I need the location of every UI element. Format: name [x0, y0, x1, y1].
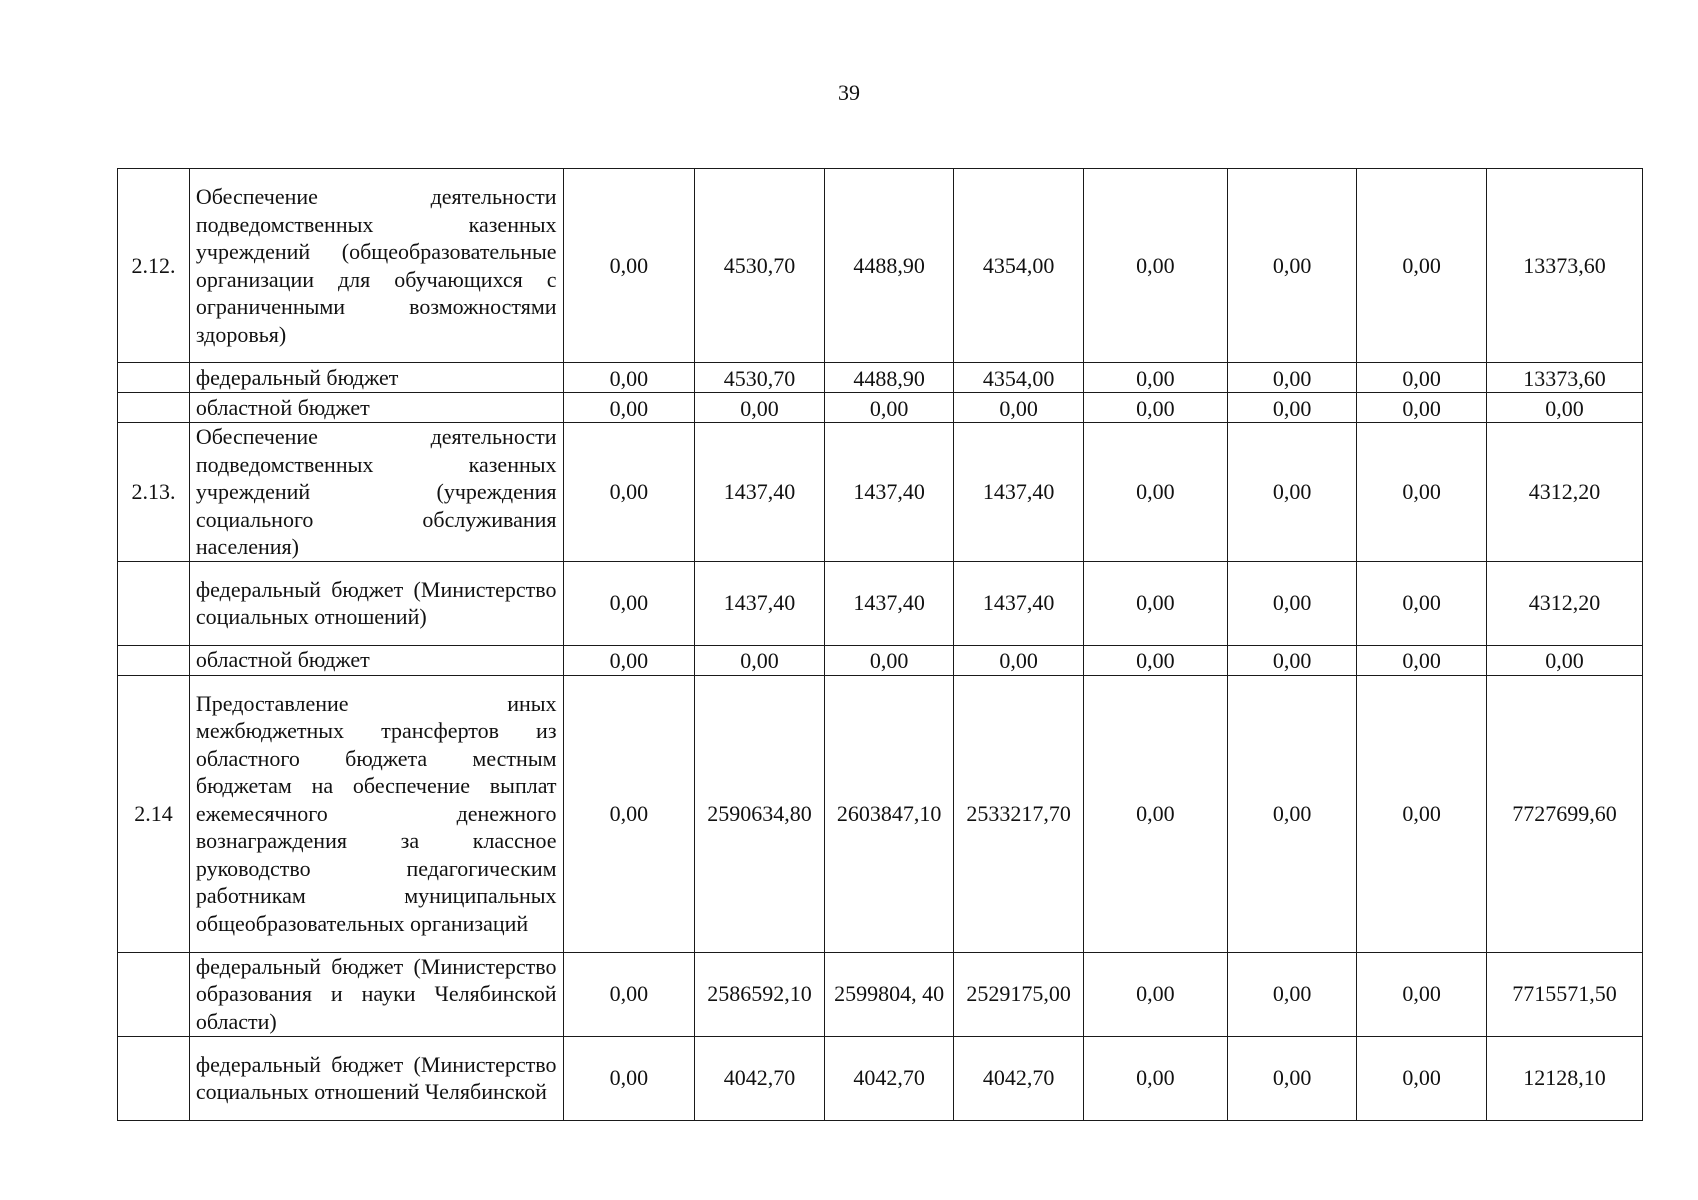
value-cell: 4354,00: [954, 169, 1084, 363]
table-row: [118, 169, 1643, 363]
row-description-text: федеральный бюджет: [195, 364, 399, 390]
row-description-text: федеральный бюджет (Министерство социальных отношений Челябинской: [195, 1051, 557, 1104]
value-cell: 0,00: [1357, 952, 1487, 1036]
value-cell: 0,00: [1227, 363, 1357, 393]
value-cell: 2533217,70: [954, 675, 1084, 952]
value-cell: 0,00: [1357, 645, 1487, 675]
row-description: [189, 423, 563, 562]
row-code: [118, 561, 190, 645]
row-description-text: областной бюджет: [195, 647, 370, 673]
value-cell: 0,00: [1227, 169, 1357, 363]
row-description-text: областной бюджет: [195, 394, 370, 420]
row-code: [118, 645, 190, 675]
table-row: [118, 952, 1643, 1036]
value-cell: 4354,00: [954, 363, 1084, 393]
total-cell: 12128,10: [1486, 1036, 1642, 1120]
row-description: [189, 675, 563, 952]
table-row: [118, 675, 1643, 952]
table-row: [118, 561, 1643, 645]
row-description: [189, 645, 563, 675]
value-cell: 4488,90: [824, 363, 954, 393]
row-description: [189, 363, 563, 393]
row-code: 2.12.: [118, 169, 190, 363]
row-code: [118, 952, 190, 1036]
value-cell: 0,00: [1083, 645, 1227, 675]
value-cell: 0,00: [1227, 645, 1357, 675]
value-cell: 0,00: [1357, 561, 1487, 645]
value-cell: 4488,90: [824, 169, 954, 363]
total-cell: 4312,20: [1486, 423, 1642, 562]
value-cell: 0,00: [695, 645, 825, 675]
value-cell: 1437,40: [695, 561, 825, 645]
value-cell: 1437,40: [954, 561, 1084, 645]
table-row: [118, 393, 1643, 423]
value-cell: 0,00: [1083, 561, 1227, 645]
total-cell: 4312,20: [1486, 561, 1642, 645]
value-cell: 0,00: [1227, 1036, 1357, 1120]
value-cell: 4042,70: [954, 1036, 1084, 1120]
value-cell: 0,00: [563, 675, 695, 952]
value-cell: 2590634,80: [695, 675, 825, 952]
total-cell: 13373,60: [1486, 169, 1642, 363]
value-cell: 0,00: [1357, 393, 1487, 423]
value-cell: 0,00: [1083, 423, 1227, 562]
total-cell: 0,00: [1486, 645, 1642, 675]
value-cell: 0,00: [1227, 423, 1357, 562]
table-row: [118, 423, 1643, 562]
budget-table: [117, 168, 1643, 1121]
value-cell: 1437,40: [695, 423, 825, 562]
row-description: [189, 952, 563, 1036]
row-description-text: Обеспечение деятельности подведомственных казенных учреждений (учреждения социального обслуживания населения): [195, 424, 557, 559]
value-cell: 0,00: [1227, 952, 1357, 1036]
value-cell: 0,00: [954, 393, 1084, 423]
row-code: [118, 1036, 190, 1120]
value-cell: 0,00: [563, 363, 695, 393]
total-cell: 0,00: [1486, 393, 1642, 423]
value-cell: 0,00: [563, 645, 695, 675]
value-cell: 2586592,10: [695, 952, 825, 1036]
value-cell: 1437,40: [954, 423, 1084, 562]
row-description: [189, 393, 563, 423]
value-cell: 0,00: [954, 645, 1084, 675]
total-cell: 7727699,60: [1486, 675, 1642, 952]
page-number: 39: [838, 80, 860, 105]
value-cell: 0,00: [1357, 169, 1487, 363]
value-cell: 0,00: [1357, 1036, 1487, 1120]
value-cell: 1437,40: [824, 423, 954, 562]
row-description: [189, 169, 563, 363]
value-cell: 0,00: [563, 169, 695, 363]
value-cell: 0,00: [1227, 675, 1357, 952]
value-cell: 0,00: [563, 423, 695, 562]
row-code: 2.13.: [118, 423, 190, 562]
value-cell: 0,00: [1083, 169, 1227, 363]
row-description: [189, 561, 563, 645]
value-cell: 0,00: [1357, 363, 1487, 393]
value-cell: 0,00: [1083, 952, 1227, 1036]
value-cell: 0,00: [563, 561, 695, 645]
value-cell: 0,00: [1083, 363, 1227, 393]
value-cell: 2529175,00: [954, 952, 1084, 1036]
value-cell: 2599804, 40: [824, 952, 954, 1036]
value-cell: 4530,70: [695, 363, 825, 393]
value-cell: 0,00: [1227, 393, 1357, 423]
value-cell: 0,00: [1083, 1036, 1227, 1120]
value-cell: 0,00: [695, 393, 825, 423]
total-cell: 13373,60: [1486, 363, 1642, 393]
value-cell: 0,00: [1083, 675, 1227, 952]
value-cell: 4530,70: [695, 169, 825, 363]
row-code: 2.14: [118, 675, 190, 952]
value-cell: 2603847,10: [824, 675, 954, 952]
total-cell: 7715571,50: [1486, 952, 1642, 1036]
value-cell: 0,00: [1083, 393, 1227, 423]
value-cell: 0,00: [824, 645, 954, 675]
row-description: [189, 1036, 563, 1120]
row-description-text: федеральный бюджет (Министерство социальных отношений): [195, 576, 557, 629]
value-cell: 0,00: [563, 952, 695, 1036]
value-cell: 0,00: [563, 393, 695, 423]
row-description-text: Предоставление иных межбюджетных трансфертов из областного бюджета местным бюджетам на обеспечение выплат ежемесячного денежного вознаграждения за классное руководство педагогическим работникам муниципальных общеобразовательных организаций: [195, 690, 557, 936]
table-row: [118, 645, 1643, 675]
value-cell: 0,00: [824, 393, 954, 423]
value-cell: 4042,70: [695, 1036, 825, 1120]
value-cell: 4042,70: [824, 1036, 954, 1120]
row-code: [118, 393, 190, 423]
value-cell: 0,00: [1357, 675, 1487, 952]
row-description-text: Обеспечение деятельности подведомственных казенных учреждений (общеобразовательные организации для обучающихся с ограниченными возможностями здоровья): [195, 184, 557, 347]
value-cell: 0,00: [1227, 561, 1357, 645]
value-cell: 0,00: [563, 1036, 695, 1120]
row-code: [118, 363, 190, 393]
table-row: [118, 1036, 1643, 1120]
row-description-text: федеральный бюджет (Министерство образования и науки Челябинской области): [195, 953, 557, 1034]
value-cell: 1437,40: [824, 561, 954, 645]
value-cell: 0,00: [1357, 423, 1487, 562]
table-row: [118, 363, 1643, 393]
